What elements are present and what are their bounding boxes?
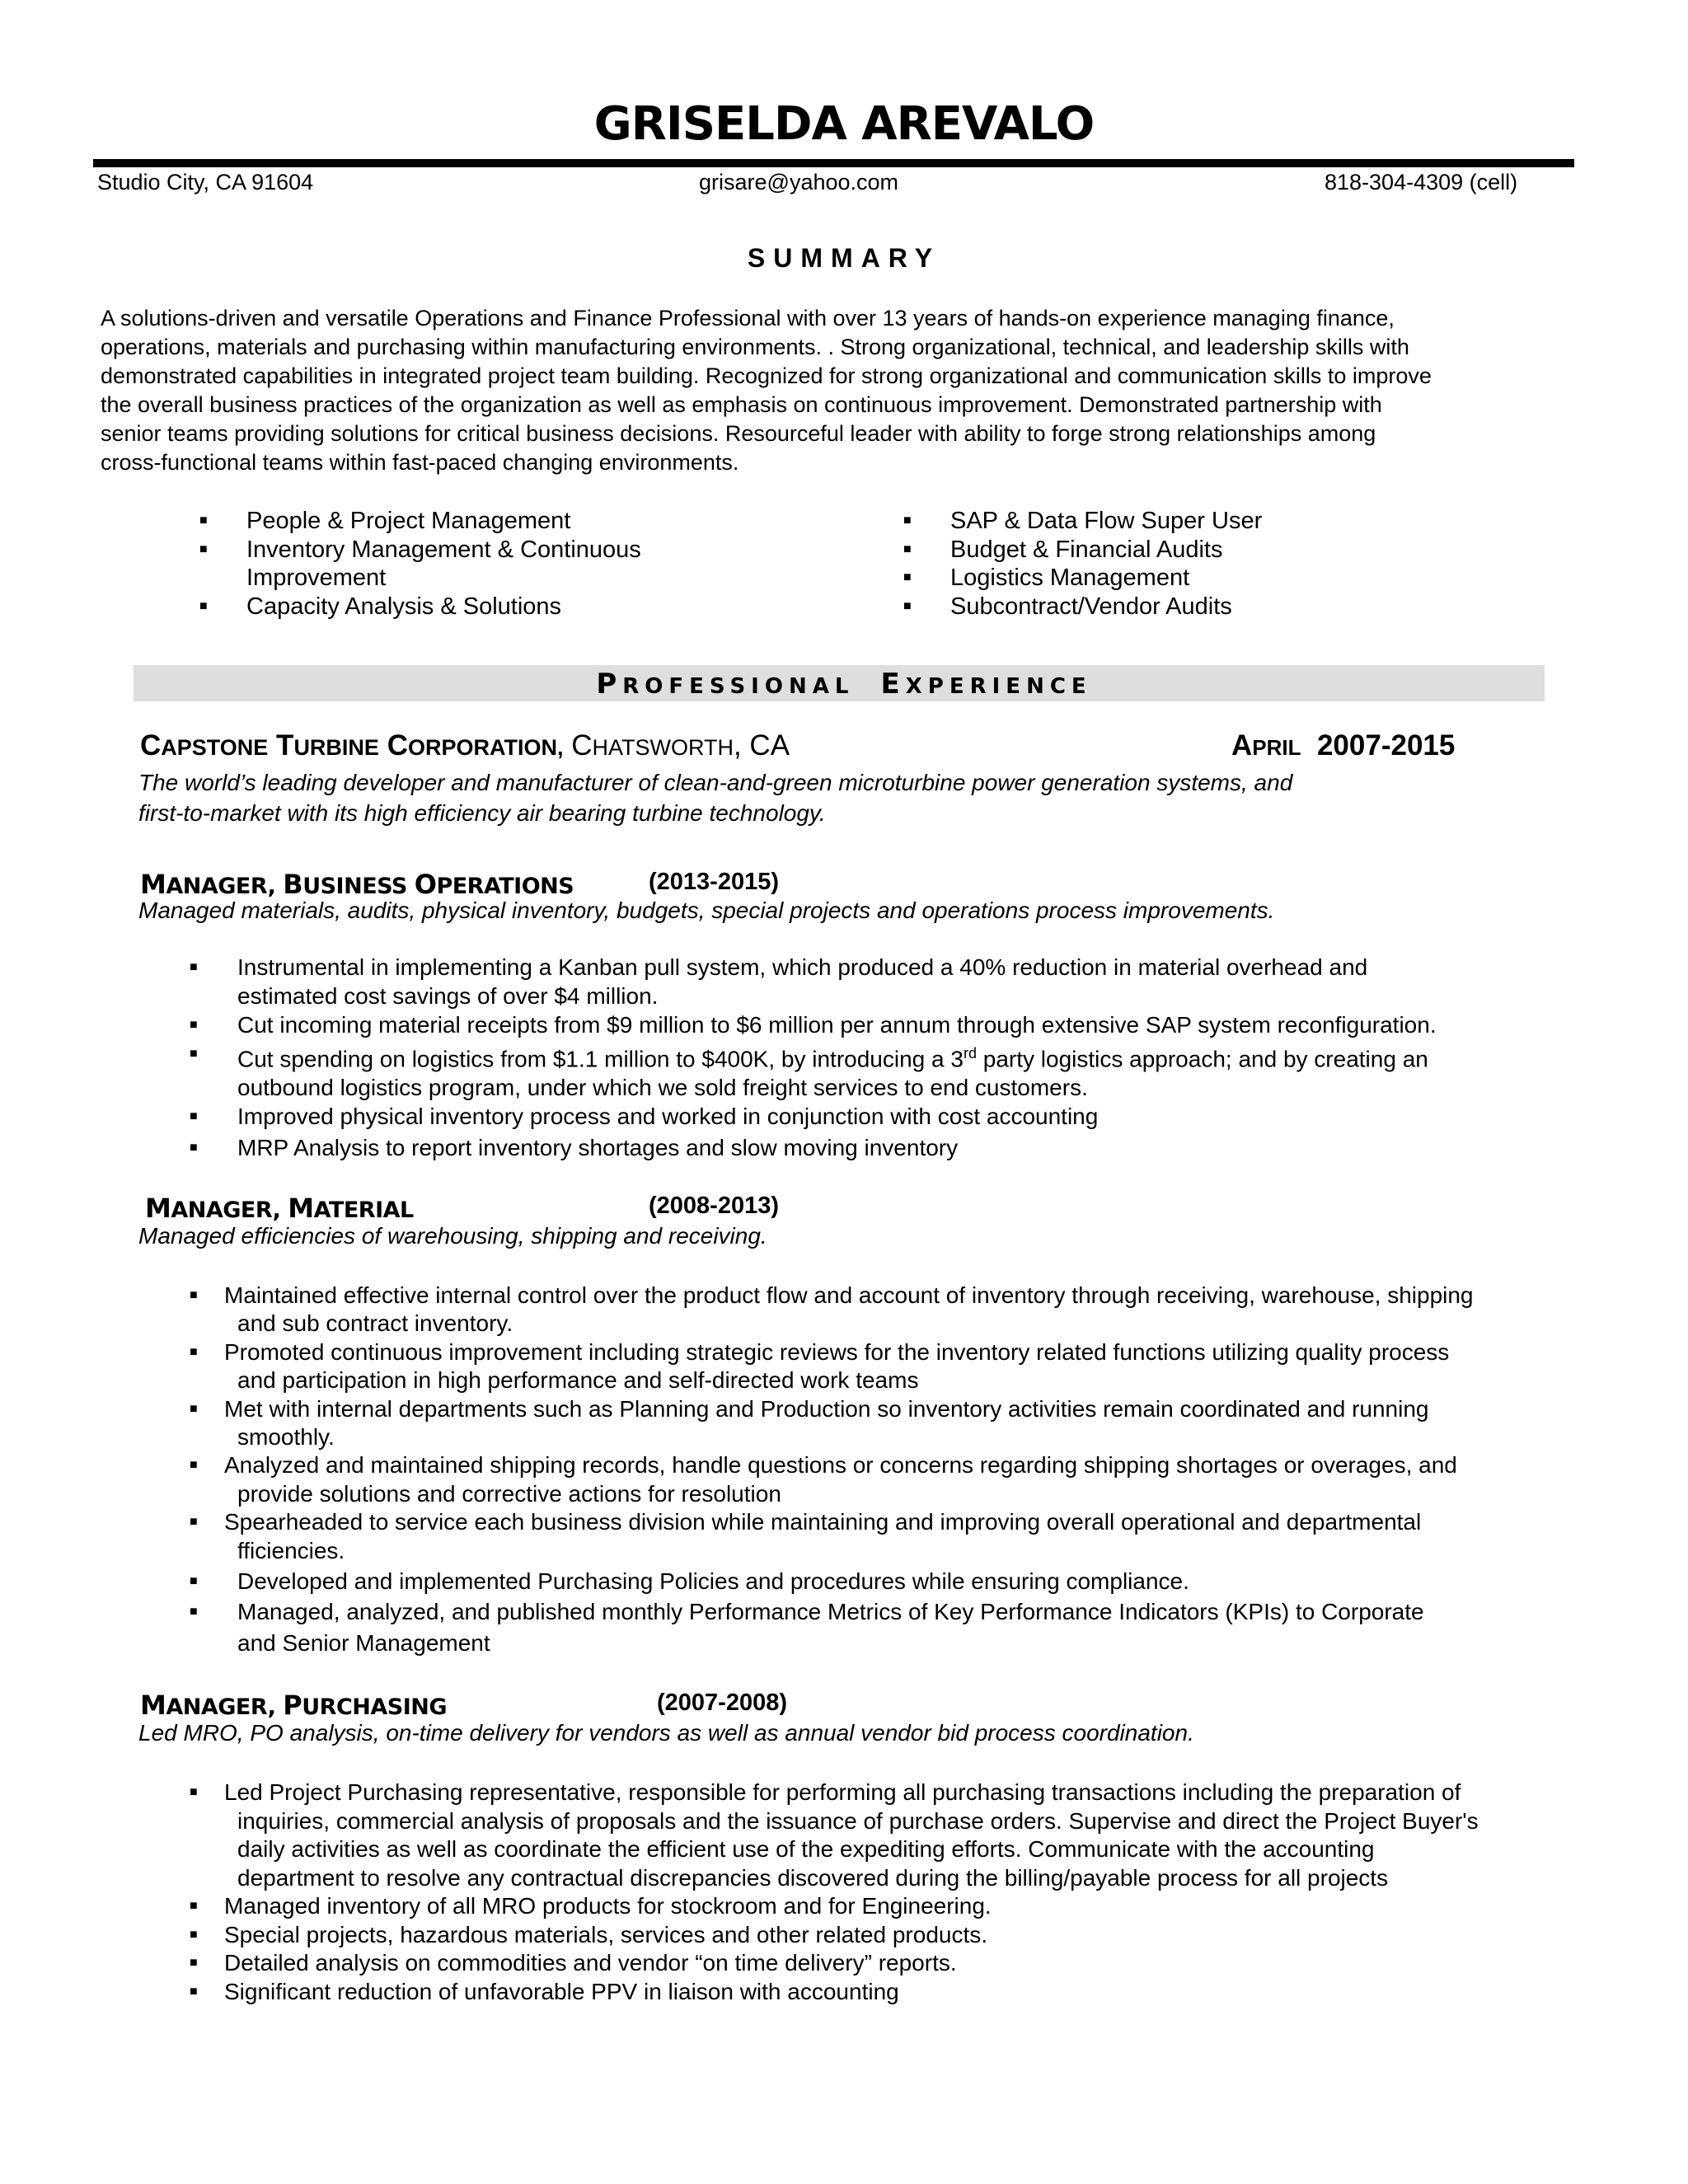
skill-item-continuation: Improvement	[246, 565, 387, 591]
bullet-item: ■ Met with internal departments such as Planning and Production so inventory activities remain coordinated and running	[224, 1395, 1474, 1423]
skill-item: ■ SAP & Data Flow Super User	[903, 508, 1263, 534]
bullet-icon: ■	[199, 513, 208, 527]
skill-item: ■ People & Project Management	[199, 508, 571, 534]
bullet-item: ■ Managed inventory of all MRO products for stockroom and for Engineering.	[224, 1892, 1479, 1921]
summary-heading: SUMMARY	[747, 243, 941, 273]
summary-paragraph	[101, 304, 1576, 477]
candidate-name: GRISELDA AREVALO	[593, 97, 1095, 151]
bullet-item-continuation: and Senior Management	[237, 1629, 490, 1656]
company-dates: APRIL 2007-2015	[1231, 729, 1456, 762]
bullet-item: ■ Detailed analysis on commodities and vendor “on time delivery” reports.	[224, 1949, 1479, 1978]
bullet-icon: ■	[903, 570, 912, 584]
role-bullet-list	[190, 1282, 1474, 1657]
bullet-icon: ■	[190, 960, 198, 974]
company-name: CAPSTONE TURBINE CORPORATION, CHATSWORTH, CA	[140, 729, 790, 762]
bullet-item-continuation: outbound logistics program, under which we sold freight services to end customers.	[237, 1075, 1088, 1101]
role-years: (2007-2008)	[657, 1690, 787, 1716]
contact-email[interactable]: grisare@yahoo.com	[699, 170, 899, 194]
bullet-icon: ■	[190, 1458, 198, 1473]
header-rule	[93, 159, 1574, 167]
skill-item: ■ Subcontract/Vendor Audits	[903, 593, 1232, 620]
bullet-item: ■ Managed, analyzed, and published monthly Performance Metrics of Key Performance Indicators (KPIs) to Corporate	[224, 1598, 1474, 1626]
bullet-item: ■ Maintained effective internal control over the product flow and account of inventory through receiving, warehouse, shipping	[224, 1282, 1474, 1310]
bullet-item-continuation: and participation in high performance and self-directed work teams	[237, 1367, 919, 1394]
role-description: Managed efficiencies of warehousing, shipping and receiving.	[138, 1223, 767, 1249]
role-title: MANAGER, MATERIAL	[145, 1193, 414, 1224]
bullet-icon: ■	[903, 598, 912, 613]
role-bullet-list	[190, 953, 1437, 1162]
contact-phone: 818-304-4309 (cell)	[1325, 170, 1518, 194]
bullet-icon: ■	[190, 1984, 198, 1999]
bullet-icon: ■	[190, 1018, 198, 1032]
bullet-icon: ■	[190, 1288, 198, 1302]
company-description-line: first-to-market with its high efficiency air bearing turbine technology.	[138, 800, 826, 826]
experience-heading: PROFESSIONAL EXPERIENCE	[596, 668, 1092, 701]
bullet-item: ■ Promoted continuous improvement including strategic reviews for the inventory related functions utilizing quality process	[224, 1338, 1474, 1366]
bullet-icon: ■	[190, 1605, 198, 1619]
bullet-item: ■ Significant reduction of unfavorable PPV in liaison with accounting	[224, 1978, 1479, 2007]
bullet-icon: ■	[190, 1141, 198, 1155]
bullet-item-continuation: and sub contract inventory.	[237, 1310, 513, 1337]
bullet-icon: ■	[190, 1785, 198, 1799]
bullet-item: ■ Developed and implemented Purchasing Policies and procedures while ensuring compliance.	[224, 1568, 1474, 1596]
bullet-item-continuation: provide solutions and corrective actions for resolution	[237, 1480, 781, 1507]
summary-line: the overall business practices of the organization as well as emphasis on continuous improvement. Demonstrated partnership with	[101, 392, 1382, 417]
bullet-icon: ■	[190, 1109, 198, 1124]
skill-item: ■ Budget & Financial Audits	[903, 536, 1223, 563]
bullet-item-continuation: inquiries, commercial analysis of proposals and the issuance of purchase orders. Supervise and direct the Project Buyer's	[237, 1807, 1479, 1834]
bullet-item-continuation: department to resolve any contractual discrepancies discovered during the billing/payable process for all projects	[237, 1864, 1389, 1891]
bullet-icon: ■	[190, 1956, 198, 1970]
bullet-icon: ■	[190, 1047, 198, 1061]
bullet-icon: ■	[190, 1401, 198, 1416]
bullet-icon: ■	[199, 541, 208, 556]
role-bullet-list	[190, 1779, 1479, 2006]
summary-line: demonstrated capabilities in integrated project team building. Recognized for strong organizational and communication skills to improve	[101, 363, 1432, 388]
bullet-item: ■ Spearheaded to service each business division while maintaining and improving overall operational and departmental	[224, 1508, 1474, 1536]
skills-list-right	[903, 507, 1262, 621]
summary-line: cross-functional teams within fast-paced changing environments.	[101, 450, 739, 475]
bullet-item: ■ Analyzed and maintained shipping records, handle questions or concerns regarding shipping shortages or overages, and	[224, 1451, 1474, 1479]
contact-location: Studio City, CA 91604	[97, 170, 314, 194]
skill-item: ■ Logistics Management	[903, 565, 1190, 591]
role-description: Managed materials, audits, physical inventory, budgets, special projects and operations process improvements.	[138, 898, 1275, 923]
bullet-icon: ■	[199, 598, 208, 613]
bullet-item: ■ Instrumental in implementing a Kanban pull system, which produced a 40% reduction in material overhead and	[190, 954, 1368, 980]
summary-line: A solutions-driven and versatile Operations and Finance Professional with over 13 years of hands-on experience managing finance,	[101, 306, 1395, 330]
summary-line: senior teams providing solutions for critical business decisions. Resourceful leader with ability to forge strong relationships among	[101, 421, 1376, 446]
bullet-item: ■ Improved physical inventory process and worked in conjunction with cost accounting	[190, 1104, 1099, 1130]
bullet-icon: ■	[903, 513, 912, 527]
bullet-item: ■ Special projects, hazardous materials, services and other related products.	[224, 1921, 1479, 1950]
skill-item: ■ Capacity Analysis & Solutions	[199, 593, 562, 620]
bullet-icon: ■	[190, 1574, 198, 1589]
bullet-icon: ■	[190, 1899, 198, 1913]
bullet-icon: ■	[903, 541, 912, 556]
bullet-icon: ■	[190, 1344, 198, 1359]
bullet-item: ■ MRP Analysis to report inventory shortages and slow moving inventory	[190, 1135, 959, 1161]
company-description-line: The world’s leading developer and manufacturer of clean-and-green microturbine power generation systems, and	[138, 770, 1293, 795]
bullet-item: ■ Cut incoming material receipts from $9 million to $6 million per annum through extensive SAP system reconfiguration.	[190, 1012, 1437, 1038]
company-location: CHATSWORTH, CA	[571, 729, 790, 762]
role-years: (2013-2015)	[649, 869, 779, 895]
bullet-icon: ■	[190, 1927, 198, 1942]
skills-list-left	[199, 507, 641, 621]
bullet-icon: ■	[190, 1515, 198, 1530]
skill-item: ■ Inventory Management & Continuous	[199, 536, 641, 563]
bullet-item-continuation: fficiencies.	[237, 1537, 345, 1563]
role-title: MANAGER, BUSINESS OPERATIONS	[140, 869, 574, 900]
role-description: Led MRO, PO analysis, on-time delivery for vendors as well as annual vendor bid process coordination.	[138, 1720, 1194, 1746]
role-title: MANAGER, PURCHASING	[140, 1690, 448, 1721]
bullet-item: ■ Cut spending on logistics from $1.1 million to $400K, by introducing a 3rd party logistics approach; and by creating an	[237, 1039, 1437, 1073]
bullet-item-continuation: daily activities as well as coordinate the efficient use of the expediting efforts. Communicate with the accounting	[237, 1836, 1375, 1862]
bullet-item: ■ Led Project Purchasing representative, responsible for performing all purchasing transactions including the preparation of	[224, 1779, 1479, 1807]
bullet-item-continuation: estimated cost savings of over $4 million.	[237, 983, 659, 1009]
bullet-item-continuation: smoothly.	[237, 1424, 335, 1451]
summary-line: operations, materials and purchasing within manufacturing environments. . Strong organizational, technical, and leadership skills with	[101, 335, 1409, 359]
role-years: (2008-2013)	[649, 1193, 779, 1219]
